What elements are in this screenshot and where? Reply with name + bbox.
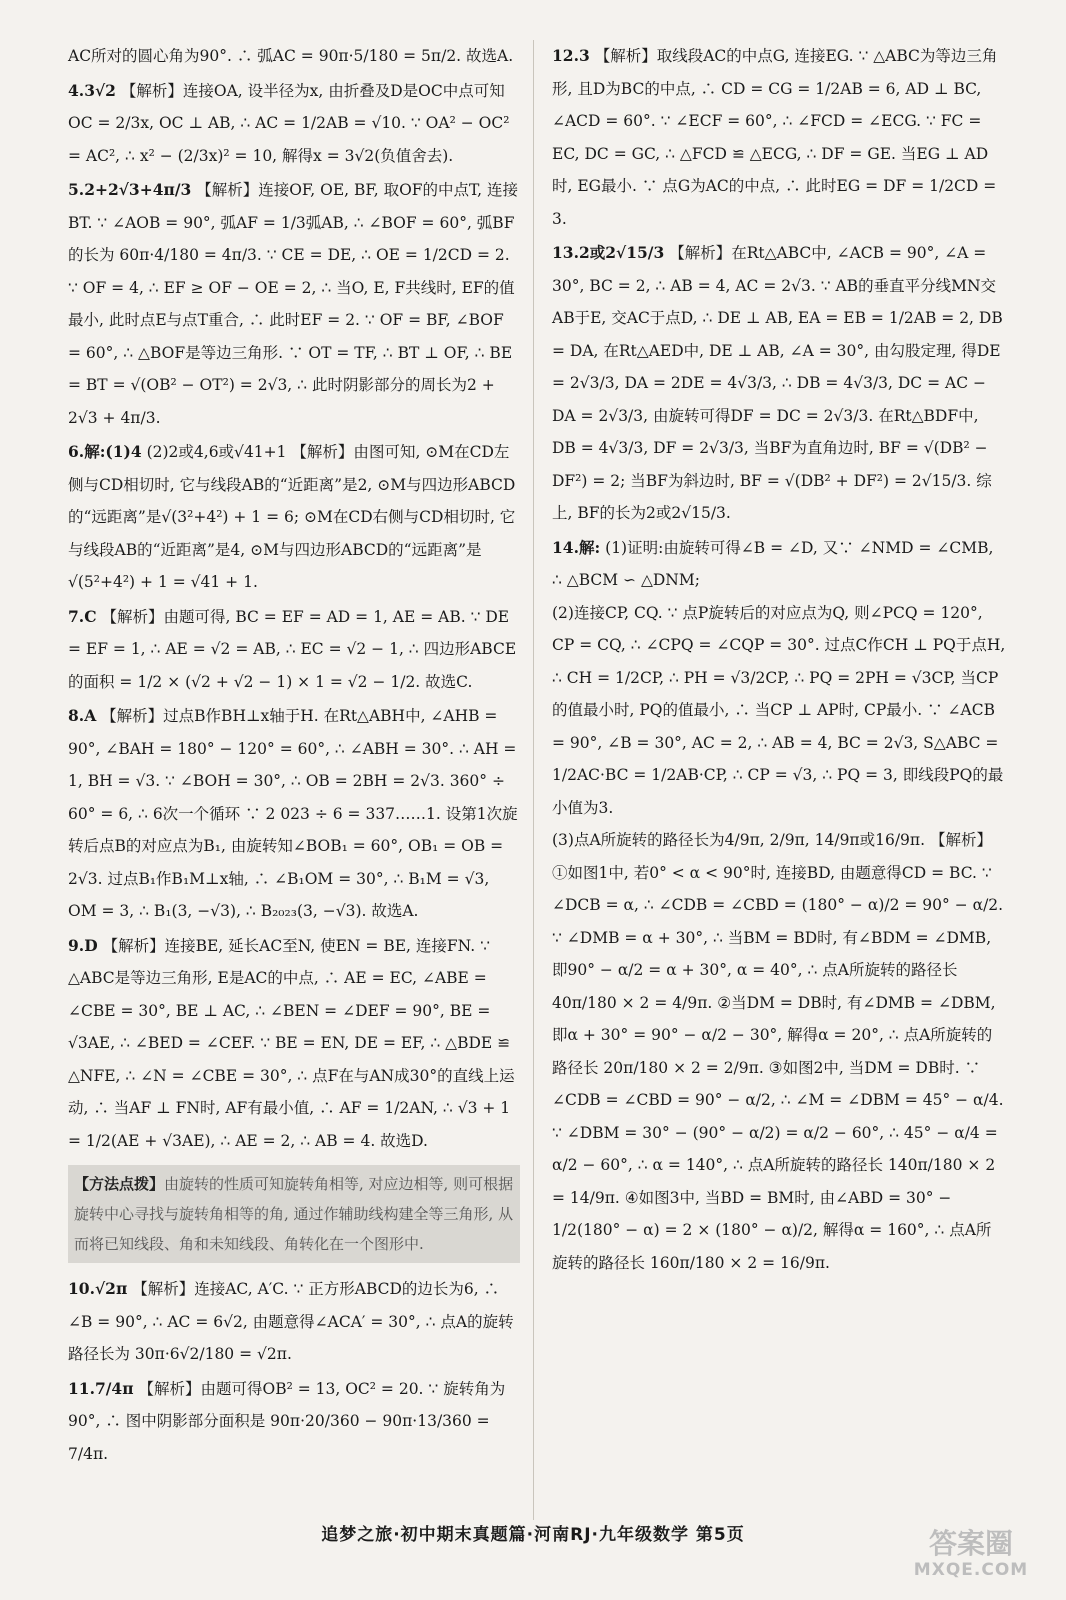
solution-item: [68, 930, 520, 1158]
answer-value: 3√2: [84, 80, 116, 100]
answer-value: √2π: [94, 1279, 128, 1298]
paragraph-text: 【解析】连接AC, A′C. ∵ 正方形ABCD的边长为6, ∴ ∠B = 90°, ∴ AC = 6√2, 由题意得∠ACA′ = 30°, ∴ 点A的旋转路径长为 30π·6√2/180 = √2π.: [68, 1280, 514, 1363]
question-number: 7.: [68, 606, 85, 626]
paragraph-text: 【解析】取线段AC的中点G, 连接EG. ∵ △ABC为等边三角形, 且D为BC的中点, ∴ CD = CG = 1/2AB = 6, AD ⊥ BC, ∠ACD = 60°. ∵ ∠ECF = 60°, ∴ ∠FCD = ∠ECG. ∵ FC = EC, DC = GC, ∴ △FCD ≌ △ECG, ∴ DF = GE. 当EG ⊥ AD时, EG最小. ∵ 点G为AC的中点, ∴ 此时EG = DF = 1/2CD = 3.: [552, 47, 998, 228]
paragraph-text: 【解析】连接OF, OE, BF, 取OF的中点T, 连接BT. ∵ ∠AOB = 90°, 弧AF = 1/3弧AB, ∴ ∠BOF = 60°, 弧BF的长为 60π·4/180 = 4π/3. ∵ CE = DE, ∴ OE = 1/2CD = 2. ∵ OF = 4, ∴ EF ≥ OF − OE = 2, ∴ 当O, E, F共线时, EF的值最小, 此时点E与点T重合, ∴ 此时EF = 2. ∵ OF = BF, ∠BOF = 60°, ∴ △BOF是等边三角形. ∵ OT = TF, ∴ BT ⊥ OF, ∴ BE = BT = √(OB² − OT²) = 2√3, ∴ 此时阴影部分的周长为2 + 2√3 + 4π/3.: [68, 181, 518, 427]
paragraph-text: 【解析】在Rt△ABC中, ∠ACB = 90°, ∠A = 30°, BC = 2, ∴ AB = 4, AC = 2√3. ∵ AB的垂直平分线MN交AB于E, 交AC于点D, ∴ DE ⊥ AB, EA = EB = 1/2AB = 2, DB = DA, 在Rt△AED中, DE ⊥ AB, ∠A = 30°, 由勾股定理, 得DE = 2√3/3, DA = 2DE = 4√3/3, ∴ DB = 4√3/3, DC = AC − DA = 2√3/3, 由旋转可得DF = DC = 2√3/3. 在Rt△BDF中, DB = 4√3/3, DF = 2√3/3, 当BF为直角边时, BF = √(DB² − DF²) = 2; 当BF为斜边时, BF = √(DB² + DF²) = 2√15/3. 综上, BF的长为2或2√15/3.: [552, 244, 1003, 522]
solution-paragraph: [552, 824, 1006, 1279]
question-number: 13.: [552, 243, 579, 262]
solution-paragraph: [68, 930, 520, 1158]
solution-paragraph: [552, 532, 1006, 597]
solution-paragraph: [68, 174, 520, 434]
solution-paragraph: [68, 1273, 520, 1371]
solution-item: [68, 601, 520, 699]
method-tip-box: [68, 1165, 520, 1263]
method-tip-tag: 【方法点拨】: [74, 1175, 165, 1193]
answer-value: C: [84, 606, 97, 626]
question-number: 4.: [68, 80, 85, 100]
solution-item: [552, 237, 1006, 530]
watermark-cn: 答案圈: [928, 1527, 1013, 1560]
solution-paragraph: [552, 597, 1006, 825]
solution-paragraph: [68, 75, 520, 173]
question-number: 14.: [552, 537, 579, 557]
answer-value: 2+2√3+4π/3: [84, 180, 192, 199]
solution-paragraph: [68, 1373, 520, 1471]
watermark-url: MXQE.COM: [913, 1560, 1029, 1580]
answer-value: 解:: [578, 537, 601, 557]
solution-paragraph: [552, 237, 1006, 530]
paragraph-text: (2)2或4,6或√41+1 【解析】由图可知, ⊙M在CD左侧与CD相切时, 它与线段AB的“近距离”是2, ⊙M与四边形ABCD的“远距离”是√(3²+4²) + 1 = 6; ⊙M在CD右侧与CD相切时, 它与线段AB的“近距离”是4, ⊙M与四边形ABCD的“远距离”是√(5²+4²) + 1 = √41 + 1.: [68, 443, 516, 591]
paragraph-text: 【解析】由题可得OB² = 13, OC² = 20. ∵ 旋转角为90°, ∴ 图中阴影部分面积是 90π·20/360 − 90π·13/360 = 7/4π.: [68, 1379, 506, 1463]
question-number: 6.: [68, 442, 85, 461]
solution-item: [552, 532, 1006, 1280]
answer-value: 解:(1)4: [84, 442, 142, 461]
question-number: 12.: [552, 46, 579, 65]
answer-value: D: [84, 935, 98, 955]
question-number: 9.: [68, 935, 85, 955]
paragraph-text: AC所对的圆心角为90°. ∴ 弧AC = 90π·5/180 = 5π/2. 故选A.: [68, 47, 514, 65]
question-number: 8.: [68, 706, 85, 725]
solution-paragraph: [68, 436, 520, 599]
solution-paragraph: [68, 601, 520, 699]
solution-item: [68, 174, 520, 434]
method-tip-text: 由旋转的性质可知旋转角相等, 对应边相等, 则可根据旋转中心寻找与旋转角相等的角, 通过作辅助线构建全等三角形, 从而将已知线段、角和未知线段、角转化在一个图形中.: [74, 1175, 514, 1253]
answer-value: 7/4π: [94, 1378, 134, 1398]
paragraph-text: (3)点A所旋转的路径长为4/9π, 2/9π, 14/9π或16/9π. 【解析】①如图1中, 若0° < α < 90°时, 连接BD, 由题意得CD = BC. ∵ ∠DCB = α, ∴ ∠CDB = ∠CBD = (180° − α)/2 = 90° − α/2. ∵ ∠DMB = α + 30°, ∴ 当BM = BD时, 有∠BDM = ∠DMB, 即90° − α/2 = α + 30°, α = 40°, ∴ 点A所旋转的路径长 40π/180 × 2 = 4/9π. ②当DM = DB时, 有∠DMB = ∠DBM, 即α + 30° = 90° − α/2 − 30°, 解得α = 20°, ∴ 点A所旋转的路径长 20π/180 × 2 = 2/9π. ③如图2中, 当DM = DB时. ∵ ∠CDB = ∠CBD = 90° − α/2, ∴ ∠M = ∠DBM = 45° − α/4. ∵ ∠DBM = 30° − (90° − α/2) = α/2 − 60°, ∴ 45° − α/4 = α/2 − 60°, ∴ α = 140°, ∴ 点A所旋转的路径长 140π/180 × 2 = 14/9π. ④如图3中, 当BD = BM时, 由∠ABD = 30° − 1/2(180° − α) = 2 × (180° − α)/2, 解得α = 160°, ∴ 点A所旋转的路径长 160π/180 × 2 = 16/9π.: [552, 831, 1004, 1272]
solution-paragraph: [68, 700, 520, 928]
paragraph-text: 【解析】连接OA, 设半径为x, 由折叠及D是OC中点可知OC = 2/3x, OC ⊥ AB, ∴ AC = 1/2AB = √10. ∵ OA² − OC² = AC², ∴ x² − (2/3x)² = 10, 解得x = 3√2(负值舍去).: [68, 81, 510, 165]
answer-value: 2或2√15/3: [578, 243, 665, 262]
left-column: [68, 40, 520, 1530]
solution-item: [68, 1373, 520, 1471]
watermark-logo: [896, 1528, 1046, 1590]
solution-item: [68, 75, 520, 173]
question-number: 11.: [68, 1378, 95, 1398]
right-column: [552, 40, 1006, 1530]
paragraph-text: 【解析】连接BE, 延长AC至N, 使EN = BE, 连接FN. ∵ △ABC是等边三角形, E是AC的中点, ∴ AE = EC, ∠ABE = ∠CBE = 30°, BE ⊥ AC, ∴ ∠BEN = ∠DEF = 90°, BE = √3AE, ∴ ∠BED = ∠CEF. ∵ BE = EN, DE = EF, ∴ △BDE ≌ △NFE, ∴ ∠N = ∠CBE = 30°, ∴ 点F在与AN成30°的直线上运动, ∴ 当AF ⊥ FN时, AF有最小值, ∴ AF = 1/2AN, ∴ √3 + 1 = 1/2(AE + √3AE), ∴ AE = 2, ∴ AB = 4. 故选D.: [68, 936, 515, 1150]
question-number: 5.: [68, 180, 85, 199]
solution-paragraph: [552, 40, 1006, 235]
paragraph-text: 【解析】由题可得, BC = EF = AD = 1, AE = AB. ∵ DE = EF = 1, ∴ AE = √2 = AB, ∴ EC = √2 − 1, ∴ 四边形ABCE的面积 = 1/2 × (√2 + √2 − 1) × 1 = √2 − 1/2. 故选C.: [68, 607, 517, 691]
question-number: 10.: [68, 1279, 95, 1298]
solution-item: [68, 436, 520, 599]
page-footer: 追梦之旅·初中期末真题篇·河南RJ·九年级数学 第5页: [321, 1525, 745, 1545]
solution-paragraph: [68, 40, 520, 73]
solution-item: [68, 1273, 520, 1371]
answer-value: A: [84, 706, 97, 725]
solution-item: [68, 700, 520, 928]
solution-item: [552, 40, 1006, 235]
paragraph-text: (1)证明:由旋转可得∠B = ∠D, 又∵ ∠NMD = ∠CMB, ∴ △BCM ∽ △DNM;: [552, 538, 994, 589]
column-divider: [533, 40, 534, 1520]
paragraph-text: 【解析】过点B作BH⊥x轴于H. 在Rt△ABH中, ∠AHB = 90°, ∠BAH = 180° − 120° = 60°, ∴ ∠ABH = 30°. ∴ AH = 1, BH = √3. ∵ ∠BOH = 30°, ∴ OB = 2BH = 2√3. 360° ÷ 60° = 6, ∴ 6次一个循环 ∵ 2 023 ÷ 6 = 337……1. 设第1次旋转后点B的对应点为B₁, 由旋转知∠BOB₁ = 60°, OB₁ = OB = 2√3. 过点B₁作B₁M⊥x轴, ∴ ∠B₁OM = 30°, ∴ B₁M = √3, OM = 3, ∴ B₁(3, −√3), ∴ B₂₀₂₃(3, −√3). 故选A.: [68, 707, 518, 920]
answer-value: 3: [578, 46, 590, 65]
solution-item: [68, 40, 520, 73]
paragraph-text: (2)连接CP, CQ. ∵ 点P旋转后的对应点为Q, 则∠PCQ = 120°, CP = CQ, ∴ ∠CPQ = ∠CQP = 30°. 过点C作CH ⊥ PQ于点H, ∴ CH = 1/2CP, ∴ PH = √3/2CP, ∴ PQ = 2PH = √3CP, 当CP的值最小时, PQ的值最小, ∴ 当CP ⊥ AP时, CP最小. ∵ ∠ACB = 90°, ∠B = 30°, AC = 2, ∴ AB = 4, BC = 2√3, S△ABC = 1/2AC·BC = 1/2AB·CP, ∴ CP = √3, ∴ PQ = 3, 即线段PQ的最小值为3.: [552, 603, 1006, 817]
